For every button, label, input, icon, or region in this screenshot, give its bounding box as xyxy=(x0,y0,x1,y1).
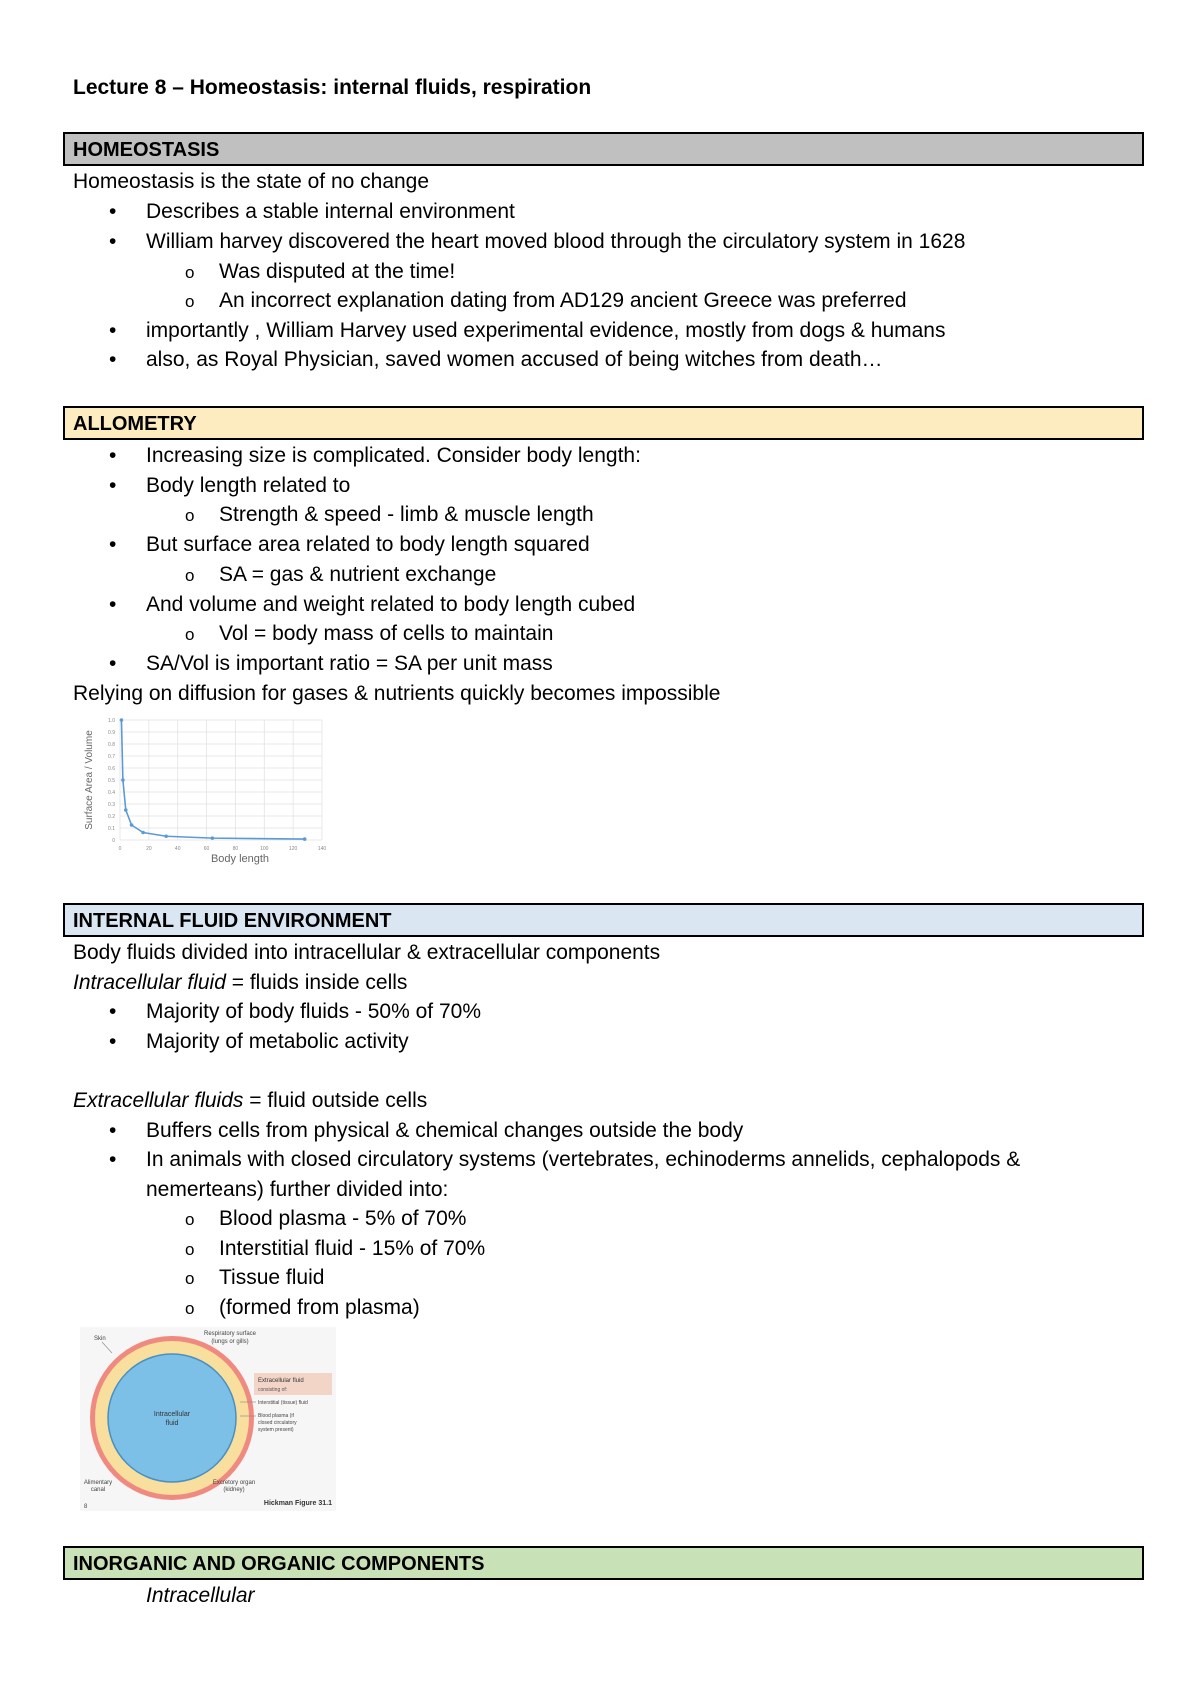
excretory-label-2: (kidney) xyxy=(223,1487,245,1493)
chart-y-tick-label: 0.8 xyxy=(108,742,115,748)
ecf-definition xyxy=(73,1089,427,1113)
sub-bullet-icon: o xyxy=(185,625,195,644)
chart-x-axis-label: Body length xyxy=(210,853,270,865)
chart-data-point xyxy=(211,836,215,840)
chart-y-tick-label: 0.6 xyxy=(108,766,115,772)
allometry-closing: Relying on diffusion for gases & nutrients quickly becomes impossible xyxy=(73,682,721,705)
list-item: Body length related to xyxy=(146,474,351,497)
list-item: In animals with closed circulatory systems (vertebrates, echinoderms annelids, cephalopods & xyxy=(146,1148,1021,1171)
respiratory-label: Respiratory surface xyxy=(203,1331,257,1337)
list-item: William harvey discovered the heart moved blood through the circulatory system in 1628 xyxy=(146,230,966,253)
chart-y-axis-label: Surface Area / Volume xyxy=(84,730,95,830)
bullet-icon: • xyxy=(109,230,117,253)
page-title: Lecture 8 – Homeostasis: internal fluids, respiration xyxy=(73,76,592,99)
bullet-icon: • xyxy=(109,533,117,556)
chart-y-tick-label: 0.3 xyxy=(108,802,115,808)
skin-label: Skin xyxy=(94,1336,106,1342)
sub-bullet-icon: o xyxy=(185,506,195,525)
list-subitem: SA = gas & nutrient exchange xyxy=(219,563,497,586)
list-item: Majority of body fluids - 50% of 70% xyxy=(146,1000,481,1023)
bullet-icon: • xyxy=(109,593,117,616)
list-item: SA/Vol is important ratio = SA per unit mass xyxy=(146,652,553,675)
fluid-intro: Body fluids divided into intracellular & extracellular components xyxy=(73,941,661,964)
list-subitem: Interstitial fluid - 15% of 70% xyxy=(219,1237,486,1260)
bullet-icon: • xyxy=(109,1000,117,1023)
chart-x-tick-label: 80 xyxy=(232,846,239,852)
intracellular-core xyxy=(108,1354,236,1482)
list-item: also, as Royal Physician, saved women accused of being witches from death… xyxy=(146,348,883,371)
list-item: Describes a stable internal environment xyxy=(146,200,515,223)
chart-x-tick-label: 100 xyxy=(260,846,269,852)
page-marker: 8 xyxy=(84,1504,88,1510)
bullet-icon: • xyxy=(109,1148,117,1171)
bullet-icon: • xyxy=(109,319,117,342)
bullet-icon: • xyxy=(109,652,117,675)
sub-bullet-icon: o xyxy=(185,566,195,585)
bullet-icon: • xyxy=(109,1030,117,1053)
list-subitem: Strength & speed - limb & muscle length xyxy=(219,503,594,526)
extracellular-label-2: consisting of: xyxy=(258,1387,288,1393)
list-subitem: Tissue fluid xyxy=(219,1266,325,1289)
alimentary-label-2: canal xyxy=(90,1487,106,1493)
list-item: And volume and weight related to body length cubed xyxy=(146,593,636,616)
list-item: Majority of metabolic activity xyxy=(146,1030,409,1053)
components-intracellular: Intracellular xyxy=(146,1584,255,1607)
ecf-def: = fluid outside cells xyxy=(243,1089,428,1112)
list-subitem: Was disputed at the time! xyxy=(219,260,456,283)
sa-vol-chart xyxy=(80,712,360,867)
chart-x-tick-label: 0 xyxy=(118,846,122,852)
body-fluid-diagram xyxy=(80,1327,336,1511)
sub-bullet-icon: o xyxy=(185,292,195,311)
bullet-icon: • xyxy=(109,474,117,497)
intracellular-label: Intracellular xyxy=(153,1411,191,1418)
bullet-icon: • xyxy=(109,444,117,467)
bullet-icon: • xyxy=(109,348,117,371)
plasma-label: Blood plasma (if xyxy=(258,1413,294,1419)
sub-bullet-icon: o xyxy=(185,1299,195,1318)
chart-data-point xyxy=(303,837,307,841)
chart-data-point xyxy=(120,718,124,722)
bullet-icon: • xyxy=(109,1119,117,1142)
chart-y-tick-label: 0.2 xyxy=(108,814,115,820)
chart-data-point xyxy=(124,808,128,812)
figure-caption: Hickman Figure 31.1 xyxy=(263,1500,332,1507)
chart-data-point xyxy=(130,823,134,827)
chart-data-point xyxy=(141,831,145,835)
chart-x-tick-label: 140 xyxy=(317,846,327,852)
chart-data-point xyxy=(164,834,168,838)
list-item: Increasing size is complicated. Consider body length: xyxy=(146,444,641,467)
list-item: importantly , William Harvey used experimental evidence, mostly from dogs & humans xyxy=(146,319,946,342)
chart-x-tick-label: 40 xyxy=(174,846,181,852)
interstitial-label: Interstitial (tissue) fluid xyxy=(258,1400,308,1406)
alimentary-label: Alimentary xyxy=(83,1480,113,1486)
list-subitem: Blood plasma - 5% of 70% xyxy=(219,1207,467,1230)
plasma-label-2: closed circulatory xyxy=(258,1420,297,1426)
chart-y-tick-label: 0.9 xyxy=(108,730,115,736)
section-header-internal-fluid: INTERNAL FLUID ENVIRONMENT xyxy=(63,903,1144,937)
list-item: But surface area related to body length squared xyxy=(146,533,590,556)
icf-definition xyxy=(73,971,407,995)
list-subitem: An incorrect explanation dating from AD129 ancient Greece was preferred xyxy=(219,289,907,312)
chart-y-tick-label: 0 xyxy=(112,838,115,844)
icf-def: = fluids inside cells xyxy=(225,971,408,994)
chart-x-tick-label: 20 xyxy=(146,846,152,852)
list-subitem: Vol = body mass of cells to maintain xyxy=(219,622,554,645)
bullet-icon: • xyxy=(109,200,117,223)
section-header-allometry: ALLOMETRY xyxy=(63,406,1144,440)
icf-term: Intracellular fluid xyxy=(73,971,226,994)
section-header-homeostasis: HOMEOSTASIS xyxy=(63,132,1144,166)
sub-bullet-icon: o xyxy=(185,1210,195,1229)
chart-y-tick-label: 0.7 xyxy=(108,754,115,760)
section-header-components: INORGANIC AND ORGANIC COMPONENTS xyxy=(63,1546,1144,1580)
chart-x-tick-label: 60 xyxy=(203,846,210,852)
list-item: Buffers cells from physical & chemical changes outside the body xyxy=(146,1119,744,1142)
chart-data-point xyxy=(121,778,125,782)
extracellular-label: Extracellular fluid xyxy=(258,1378,304,1384)
sub-bullet-icon: o xyxy=(185,263,195,282)
chart-x-tick-label: 120 xyxy=(288,846,298,852)
sub-bullet-icon: o xyxy=(185,1269,195,1288)
homeostasis-intro: Homeostasis is the state of no change xyxy=(73,170,430,193)
list-subitem: (formed from plasma) xyxy=(219,1296,420,1319)
chart-y-tick-label: 0.5 xyxy=(108,778,115,784)
intracellular-label-2: fluid xyxy=(165,1420,179,1427)
excretory-label: Excretory organ xyxy=(212,1480,256,1486)
chart-y-tick-label: 0.4 xyxy=(108,790,115,796)
ecf-term: Extracellular fluids xyxy=(73,1089,244,1112)
plasma-label-3: system present) xyxy=(258,1427,294,1433)
list-item-continued: nemerteans) further divided into: xyxy=(146,1178,449,1201)
chart-y-tick-label: 1.0 xyxy=(108,718,115,724)
sub-bullet-icon: o xyxy=(185,1240,195,1259)
chart-y-tick-label: 0.1 xyxy=(108,826,115,832)
respiratory-label-2: (lungs or gills) xyxy=(211,1339,249,1345)
